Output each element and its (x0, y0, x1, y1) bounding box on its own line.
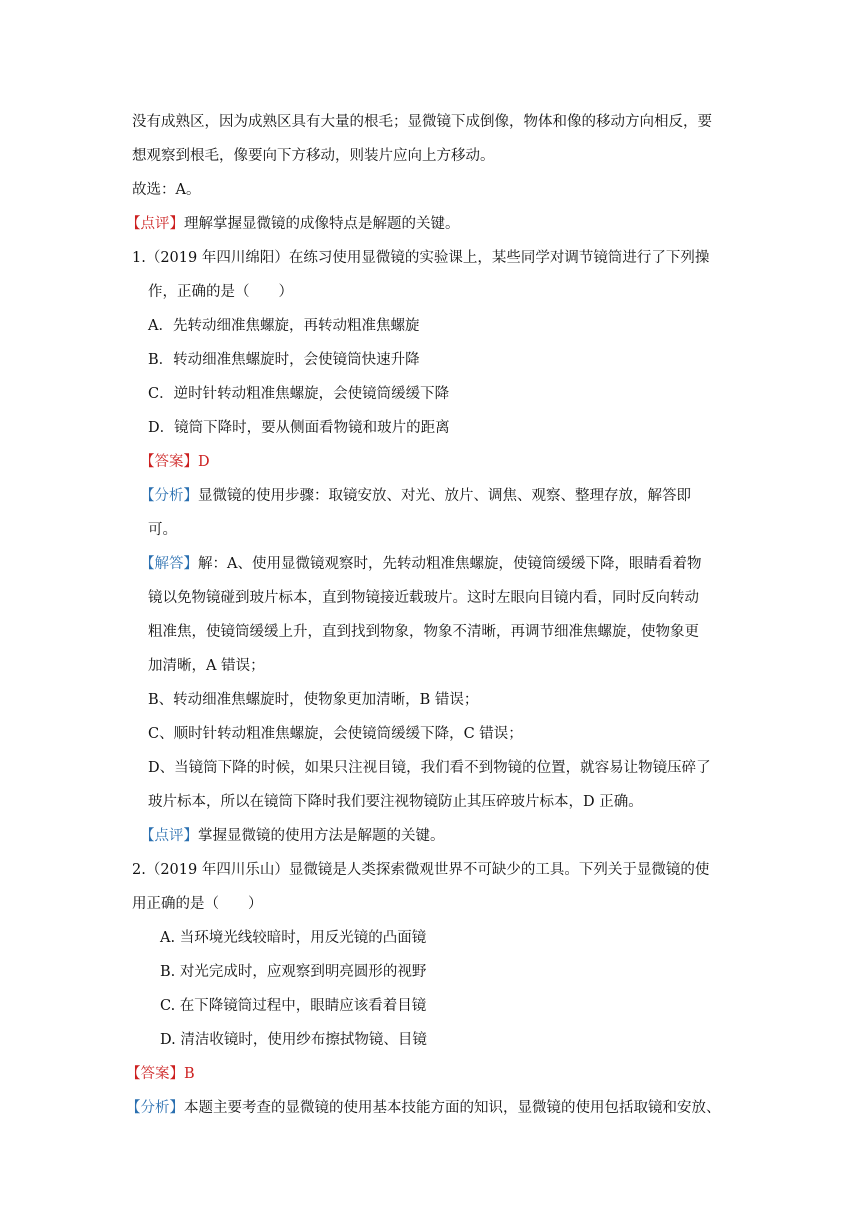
comment-text: 掌握显微镜的使用方法是解题的关键。 (198, 828, 445, 844)
answer-tag: 【答案】 (140, 454, 198, 470)
q1-comment (140, 826, 445, 846)
q1-solution-d-line-2: 玻片标本，所以在镜筒下降时我们要注视物镜防止其压碎玻片标本，D 正确。 (148, 794, 643, 810)
analysis-text: 本题主要考查的显微镜的使用基本技能方面的知识，显微镜的使用包括取镜和安放、 (184, 1100, 721, 1116)
q1-option-a: A．先转动细准焦螺旋，再转动粗准焦螺旋 (148, 318, 420, 334)
q2-option-d: D. 清洁收镜时，使用纱布擦拭物镜、目镜 (160, 1032, 427, 1048)
q1-solution-d-line-1: D、当镜筒下降的时候，如果只注视目镜，我们看不到物镜的位置，就容易让物镜压碎了 (148, 760, 711, 776)
q2-option-a: A. 当环境光线较暗时，用反光镜的凸面镜 (160, 930, 427, 946)
q1-analysis-line-2: 可。 (148, 522, 177, 538)
q1-stem-line-2: 作，正确的是（ ） (148, 284, 293, 300)
intro-line-2: 想观察到根毛，像要向下方移动，则装片应向上方移动。 (132, 148, 495, 164)
solution-text: 解：A、使用显微镜观察时，先转动粗准焦螺旋，使镜筒缓缓下降，眼睛看着物 (198, 556, 702, 572)
q1-solution-b: B、转动细准焦螺旋时，使物象更加清晰，B 错误； (148, 692, 479, 708)
comment-tag: 【点评】 (126, 216, 184, 232)
solution-tag: 【解答】 (140, 556, 198, 572)
analysis-tag: 【分析】 (126, 1100, 184, 1116)
intro-line-1: 没有成熟区，因为成熟区具有大量的根毛；显微镜下成倒像，物体和像的移动方向相反，要 (132, 114, 712, 130)
q1-option-b: B．转动细准焦螺旋时，会使镜筒快速升降 (148, 352, 420, 368)
q1-option-d: D．镜筒下降时，要从侧面看物镜和玻片的距离 (148, 420, 450, 436)
analysis-tag: 【分析】 (140, 488, 198, 504)
q1-solution-line-4: 加清晰，A 错误； (148, 658, 265, 674)
q1-solution-line-3: 粗准焦，使镜筒缓缓上升，直到找到物象，物象不清晰，再调节细准焦螺旋，使物象更 (148, 624, 699, 640)
q1-answer (140, 452, 210, 472)
q1-analysis-line-1 (140, 486, 691, 506)
answer-value: D (198, 454, 210, 470)
q1-solution-c: C、顺时针转动粗准焦螺旋，会使镜筒缓缓下降，C 错误； (148, 726, 523, 742)
q2-option-b: B. 对光完成时，应观察到明亮圆形的视野 (160, 964, 427, 980)
q2-stem-line-2: 用正确的是（ ） (132, 896, 263, 912)
intro-choose: 故选：A。 (132, 182, 201, 198)
answer-tag: 【答案】 (126, 1066, 184, 1082)
analysis-text: 显微镜的使用步骤：取镜安放、对光、放片、调焦、观察、整理存放，解答即 (198, 488, 691, 504)
q2-stem-line-1: 2.（2019 年四川乐山）显微镜是人类探索微观世界不可缺少的工具。下列关于显微镜的使 (132, 862, 710, 878)
q1-solution-line-1 (140, 554, 701, 574)
q2-answer (126, 1064, 195, 1084)
q2-analysis-line-1 (126, 1098, 721, 1118)
q1-stem-line-1: 1.（2019 年四川绵阳）在练习使用显微镜的实验课上，某些同学对调节镜筒进行了下列操 (132, 250, 710, 266)
q1-solution-line-2: 镜以免物镜碰到玻片标本，直到物镜接近载玻片。这时左眼向目镜内看，同时反向转动 (148, 590, 699, 606)
comment-text: 理解掌握显微镜的成像特点是解题的关键。 (184, 216, 460, 232)
q1-option-c: C．逆时针转动粗准焦螺旋，会使镜筒缓缓下降 (148, 386, 450, 402)
intro-comment (126, 214, 460, 234)
comment-tag: 【点评】 (140, 828, 198, 844)
answer-value: B (184, 1066, 195, 1082)
q2-option-c: C. 在下降镜筒过程中，眼睛应该看着目镜 (160, 998, 427, 1014)
